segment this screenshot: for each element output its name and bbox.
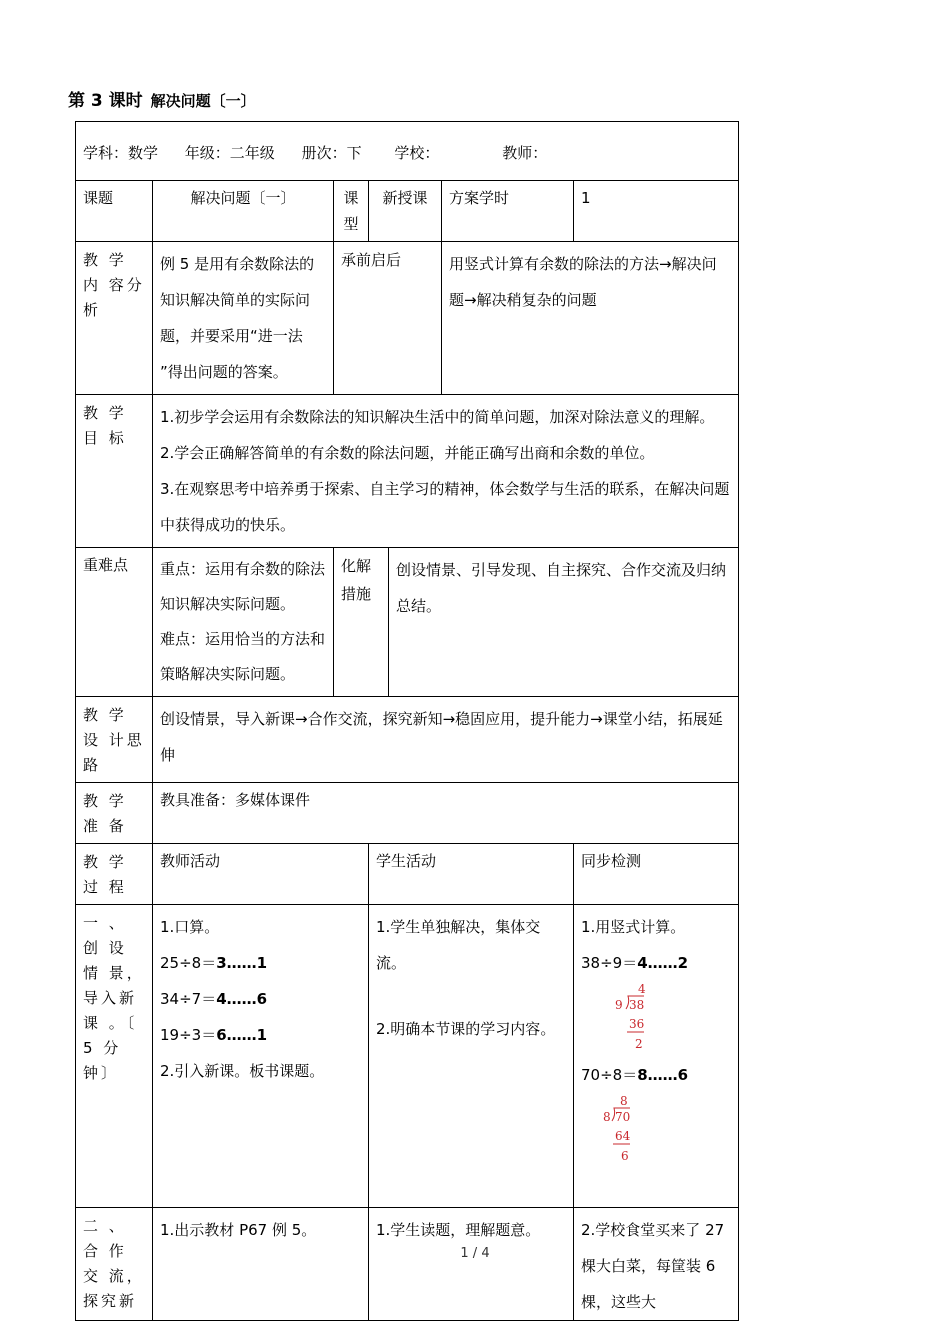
prep-text: 教具准备：多媒体课件 <box>153 783 739 844</box>
stage2-label: 二 、 合 作 交 流，探究新 <box>76 1208 153 1321</box>
vd1-remainder: 2 <box>635 1037 643 1051</box>
intro-text: 2.引入新课。板书课题。 <box>160 1062 325 1080</box>
prep-row <box>76 783 739 844</box>
design-text: 创设情景，导入新课→合作交流，探究新知→稳固应用，提升能力→课堂小结，拓展延伸 <box>153 697 739 783</box>
stage2-teacher: 1.出示教材 P67 例 5。 <box>153 1208 369 1321</box>
vd2-dividend: 70 <box>615 1110 631 1124</box>
focus-text: 重点：运用有余数的除法知识解决实际问题。 <box>160 560 326 613</box>
lesson-plan-table <box>75 121 739 1321</box>
design-row <box>76 697 739 783</box>
content-label: 教 学 内 容分析 <box>76 242 153 395</box>
topic-row <box>76 181 739 242</box>
vd2-product: 64 <box>615 1129 631 1143</box>
student-activity-2: 2.明确本节课的学习内容。 <box>376 1020 556 1038</box>
student-activity-header: 学生活动 <box>369 844 574 905</box>
vd2-divisor: 8 <box>603 1110 611 1124</box>
header-row <box>76 122 739 181</box>
lesson-number: 第 3 课时 <box>68 91 143 111</box>
stage2-check: 2.学校食堂买来了 27 棵大白菜，每筐装 6 棵，这些大 <box>574 1208 739 1321</box>
vd2-remainder: 6 <box>621 1149 629 1163</box>
link-text: 用竖式计算有余数的除法的方法→解决问题→解决稍复杂的问题 <box>442 242 739 395</box>
goal-item: 1.初步学会运用有余数除法的知识解决生活中的简单问题，加深对除法意义的理解。 <box>160 408 715 426</box>
page-number: 1 / 4 <box>460 1246 490 1261</box>
school-field: 学校： <box>394 144 440 162</box>
volume-field: 册次：下 <box>301 144 362 162</box>
type-value: 新授课 <box>369 181 442 242</box>
measure-text: 创设情景、引导发现、自主探究、合作交流及归纳总结。 <box>389 548 739 697</box>
check-item-2: 70÷8＝8……6 <box>581 1066 689 1084</box>
goal-item: 2.学会正确解答简单的有余数的除法问题，并能正确写出商和余数的单位。 <box>160 444 655 462</box>
process-header-row <box>76 844 739 905</box>
stage1-label: 一 、 创 设 情 景，导入新课 。〔 5 分钟〕 <box>76 905 153 1208</box>
key-label: 重难点 <box>76 548 153 697</box>
oral-calc-item: 34÷7＝4……6 <box>160 990 268 1008</box>
topic-value: 解决问题〔一〕 <box>153 181 334 242</box>
vd1-divisor: 9 <box>615 998 623 1012</box>
content-text: 例 5 是用有余数除法的知识解决简单的实际问题，并要采用“进一法 ”得出问题的答案。 <box>153 242 334 395</box>
oral-calc-item: 19÷3＝6……1 <box>160 1026 268 1044</box>
subject-field: 学科：数学 <box>83 144 159 162</box>
goals-row <box>76 395 739 548</box>
sync-check-header: 同步检测 <box>574 844 739 905</box>
design-label: 教 学 设 计思路 <box>76 697 153 783</box>
stage2-student: 1.学生读题，理解题意。 <box>369 1208 574 1321</box>
content-row <box>76 242 739 395</box>
vertical-division-2 <box>602 1093 652 1167</box>
vertical-division-1 <box>614 981 664 1055</box>
vd1-quotient: 4 <box>638 982 646 996</box>
measure-label: 化解措施 <box>334 548 389 697</box>
vd1-dividend: 38 <box>629 998 645 1012</box>
grade-field: 年级：二年级 <box>184 144 275 162</box>
check-heading: 1.用竖式计算。 <box>581 918 686 936</box>
key-points-row <box>76 548 739 697</box>
teacher-field: 教师： <box>502 144 548 162</box>
vd1-product: 36 <box>629 1017 645 1031</box>
goal-item: 3.在观察思考中培养勇于探索、自主学习的精神，体会数学与生活的联系，在解决问题中获得成功的快乐。 <box>160 480 730 534</box>
goals-label: 教 学 目 标 <box>76 395 153 548</box>
hours-value: 1 <box>574 181 739 242</box>
teacher-activity-header: 教师活动 <box>153 844 369 905</box>
type-label: 课型 <box>334 181 369 242</box>
topic-label: 课题 <box>76 181 153 242</box>
oral-calc-heading: 1.口算。 <box>160 918 220 936</box>
difficulty-text: 难点：运用恰当的方法和策略解决实际问题。 <box>160 630 326 683</box>
student-activity-1: 1.学生单独解决，集体交流。 <box>376 918 541 972</box>
hours-label: 方案学时 <box>442 181 574 242</box>
lesson-title <box>68 86 256 111</box>
vd2-quotient: 8 <box>620 1094 628 1108</box>
lesson-topic: 解决问题〔一〕 <box>150 92 256 110</box>
process-label: 教 学 过 程 <box>76 844 153 905</box>
link-label: 承前启后 <box>334 242 442 395</box>
check-item-1: 38÷9＝4……2 <box>581 954 689 972</box>
prep-label: 教 学 准 备 <box>76 783 153 844</box>
oral-calc-item: 25÷8＝3……1 <box>160 954 268 972</box>
stage1-row <box>76 905 739 1208</box>
stage2-row <box>76 1208 739 1321</box>
